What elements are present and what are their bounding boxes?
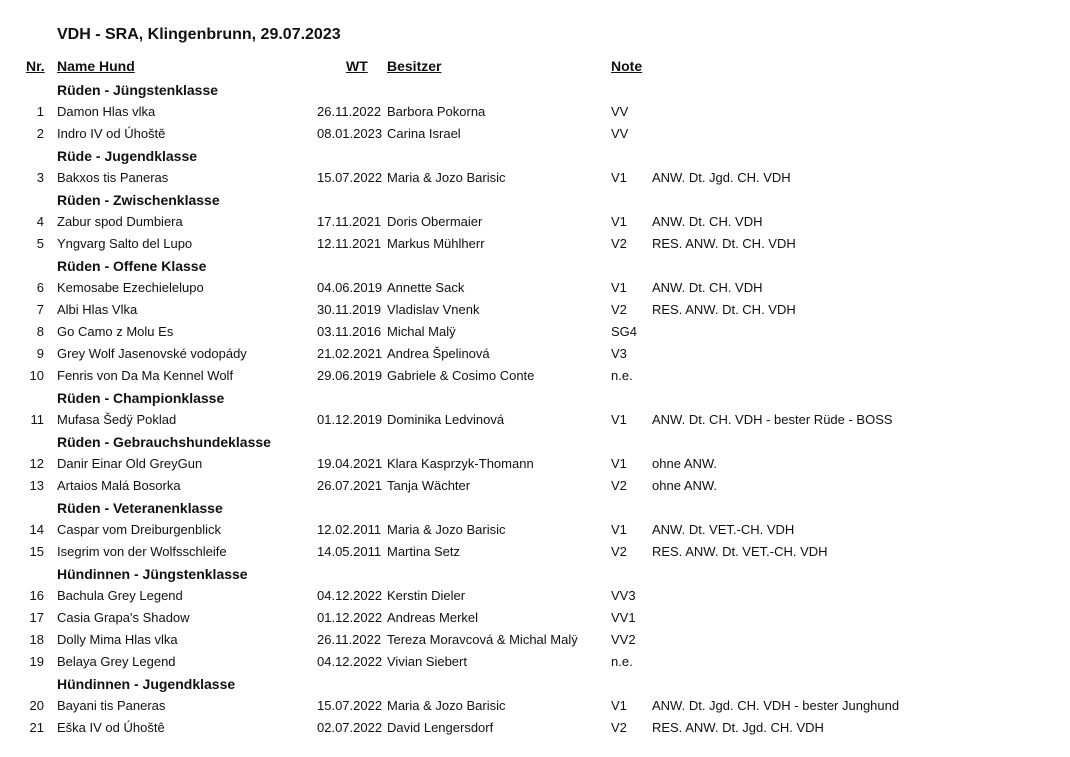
- row-number: 5: [36, 236, 44, 251]
- birth-date: 15.07.2022: [317, 170, 383, 185]
- grade: n.e.: [611, 368, 633, 383]
- table-row: [0, 586, 1070, 606]
- table-row: [0, 696, 1070, 716]
- row-number: 10: [29, 368, 44, 383]
- section-row: [0, 190, 1070, 210]
- award-remark: ANW. Dt. CH. VDH - bester Rüde - BOSS: [652, 412, 893, 427]
- table-row: [0, 234, 1070, 254]
- grade: V1: [611, 214, 627, 229]
- page-title: VDH - SRA, Klingenbrunn, 29.07.2023: [57, 26, 341, 43]
- owner-name: Vladislav Vnenk: [387, 302, 480, 317]
- table-row: [0, 454, 1070, 474]
- award-remark: ANW. Dt. VET.-CH. VDH: [652, 522, 795, 537]
- row-number: 1: [36, 104, 44, 119]
- birth-date: 19.04.2021: [317, 456, 383, 471]
- dog-name: Dolly Mima Hlas vlka: [57, 632, 178, 647]
- dog-name: Zabur spod Dumbiera: [57, 214, 183, 229]
- birth-date: 02.07.2022: [317, 720, 383, 735]
- owner-name: Andreas Merkel: [387, 610, 479, 625]
- birth-date: 29.06.2019: [317, 368, 383, 383]
- section-title: Rüden - Championklasse: [57, 390, 225, 406]
- owner-name: Michal Malÿ: [387, 324, 456, 339]
- row-number: 8: [36, 324, 44, 339]
- birth-date: 12.11.2021: [317, 236, 382, 251]
- dog-name: Danir Einar Old GreyGun: [57, 456, 203, 471]
- birth-date: 12.02.2011: [317, 522, 382, 537]
- dog-name: Yngvarg Salto del Lupo: [57, 236, 193, 251]
- owner-name: Maria & Jozo Barisic: [387, 522, 506, 537]
- row-number: 12: [29, 456, 44, 471]
- owner-name: Annette Sack: [387, 280, 465, 295]
- section-row: [0, 388, 1070, 408]
- owner-name: Vivian Siebert: [387, 654, 467, 669]
- dog-name: Bakxos tis Paneras: [57, 170, 169, 185]
- birth-date: 01.12.2019: [317, 412, 383, 427]
- row-number: 2: [36, 126, 44, 141]
- birth-date: 15.07.2022: [317, 698, 383, 713]
- table-row: [0, 124, 1070, 144]
- owner-name: Gabriele & Cosimo Conte: [387, 368, 535, 383]
- header-wt: WT: [346, 58, 368, 74]
- table-row: [0, 542, 1070, 562]
- table-row: [0, 410, 1070, 430]
- owner-name: Barbora Pokorna: [387, 104, 486, 119]
- dog-name: Kemosabe Ezechielelupo: [57, 280, 204, 295]
- table-row: [0, 102, 1070, 122]
- dog-name: Belaya Grey Legend: [57, 654, 176, 669]
- row-number: 17: [29, 610, 44, 625]
- award-remark: ANW. Dt. CH. VDH: [652, 280, 763, 295]
- table-row: [0, 630, 1070, 650]
- grade: VV1: [611, 610, 636, 625]
- birth-date: 04.12.2022: [317, 654, 383, 669]
- row-number: 19: [29, 654, 44, 669]
- table-row: [0, 608, 1070, 628]
- section-title: Rüden - Zwischenklasse: [57, 192, 220, 208]
- row-number: 6: [36, 280, 44, 295]
- section-row: [0, 432, 1070, 452]
- header-note: Note: [611, 58, 643, 74]
- award-remark: RES. ANW. Dt. Jgd. CH. VDH: [652, 720, 824, 735]
- owner-name: Maria & Jozo Barisic: [387, 170, 506, 185]
- row-number: 13: [29, 478, 44, 493]
- section-row: [0, 80, 1070, 100]
- dog-name: Grey Wolf Jasenovské vodopády: [57, 346, 247, 361]
- table-row: [0, 520, 1070, 540]
- dog-name: Isegrim von der Wolfsschleife: [57, 544, 227, 559]
- dog-name: Indro IV od Úhoště: [57, 126, 166, 141]
- award-remark: ANW. Dt. Jgd. CH. VDH: [652, 170, 791, 185]
- award-remark: ANW. Dt. CH. VDH: [652, 214, 763, 229]
- table-row: [0, 366, 1070, 386]
- table-row: [0, 212, 1070, 232]
- dog-name: Artaios Malá Bosorka: [57, 478, 181, 493]
- birth-date: 03.11.2016: [317, 324, 382, 339]
- dog-name: Eška IV od Úhoštê: [57, 720, 165, 735]
- owner-name: Kerstin Dieler: [387, 588, 466, 603]
- birth-date: 26.07.2021: [317, 478, 383, 493]
- birth-date: 26.11.2022: [317, 104, 382, 119]
- grade: V2: [611, 478, 627, 493]
- grade: V1: [611, 698, 627, 713]
- owner-name: Maria & Jozo Barisic: [387, 698, 506, 713]
- birth-date: 21.02.2021: [317, 346, 383, 361]
- owner-name: Markus Mühlherr: [387, 236, 485, 251]
- row-number: 15: [29, 544, 44, 559]
- row-number: 20: [29, 698, 44, 713]
- section-title: Rüden - Offene Klasse: [57, 258, 207, 274]
- dog-name: Mufasa Šedÿ Poklad: [57, 412, 177, 427]
- header-owner: Besitzer: [387, 58, 442, 74]
- birth-date: 04.12.2022: [317, 588, 383, 603]
- award-remark: RES. ANW. Dt. CH. VDH: [652, 236, 796, 251]
- grade: V2: [611, 236, 627, 251]
- section-title: Hündinnen - Jüngstenklasse: [57, 566, 248, 582]
- section-row: [0, 256, 1070, 276]
- section-title: Rüden - Gebrauchshundeklasse: [57, 434, 271, 450]
- owner-name: Martina Setz: [387, 544, 460, 559]
- table-row: [0, 652, 1070, 672]
- section-title: Rüden - Veteranenklasse: [57, 500, 223, 516]
- section-title: Rüde - Jugendklasse: [57, 148, 198, 164]
- row-number: 4: [36, 214, 44, 229]
- award-remark: ohne ANW.: [652, 478, 718, 493]
- table-row: [0, 322, 1070, 342]
- award-remark: ANW. Dt. Jgd. CH. VDH - bester Junghund: [652, 698, 900, 713]
- grade: VV: [611, 104, 629, 119]
- row-number: 14: [29, 522, 44, 537]
- table-row: [0, 476, 1070, 496]
- owner-name: Carina Israel: [387, 126, 461, 141]
- award-remark: RES. ANW. Dt. VET.-CH. VDH: [652, 544, 828, 559]
- header-name: Name Hund: [57, 58, 135, 74]
- grade: V1: [611, 170, 627, 185]
- dog-name: Albi Hlas Vlka: [57, 302, 138, 317]
- section-row: [0, 498, 1070, 518]
- dog-name: Damon Hlas vlka: [57, 104, 156, 119]
- table-row: [0, 344, 1070, 364]
- birth-date: 04.06.2019: [317, 280, 383, 295]
- table-row: [0, 278, 1070, 298]
- grade: V1: [611, 522, 627, 537]
- row-number: 7: [36, 302, 44, 317]
- row-number: 9: [36, 346, 44, 361]
- section-row: [0, 564, 1070, 584]
- dog-name: Bayani tis Paneras: [57, 698, 166, 713]
- award-remark: ohne ANW.: [652, 456, 718, 471]
- owner-name: Tereza Moravcová & Michal Malÿ: [387, 632, 578, 647]
- row-number: 3: [36, 170, 44, 185]
- section-title: Rüden - Jüngstenklasse: [57, 82, 219, 98]
- grade: VV2: [611, 632, 636, 647]
- dog-name: Fenris von Da Ma Kennel Wolf: [57, 368, 234, 383]
- grade: V1: [611, 412, 627, 427]
- grade: VV: [611, 126, 629, 141]
- table-row: [0, 718, 1070, 738]
- section-row: [0, 146, 1070, 166]
- birth-date: 14.05.2011: [317, 544, 382, 559]
- table-row: [0, 300, 1070, 320]
- row-number: 16: [29, 588, 44, 603]
- dog-name: Casia Grapa's Shadow: [57, 610, 190, 625]
- owner-name: Andrea Špelinová: [387, 346, 490, 361]
- grade: VV3: [611, 588, 636, 603]
- grade: V2: [611, 720, 627, 735]
- owner-name: Dominika Ledvinová: [387, 412, 505, 427]
- dog-name: Bachula Grey Legend: [57, 588, 183, 603]
- grade: V3: [611, 346, 627, 361]
- grade: V1: [611, 280, 627, 295]
- owner-name: David Lengersdorf: [387, 720, 494, 735]
- section-row: [0, 674, 1070, 694]
- grade: n.e.: [611, 654, 633, 669]
- owner-name: Doris Obermaier: [387, 214, 483, 229]
- table-row: [0, 168, 1070, 188]
- award-remark: RES. ANW. Dt. CH. VDH: [652, 302, 796, 317]
- row-number: 21: [29, 720, 44, 735]
- grade: SG4: [611, 324, 638, 339]
- row-number: 11: [30, 412, 44, 427]
- dog-name: Go Camo z Molu Es: [57, 324, 174, 339]
- birth-date: 26.11.2022: [317, 632, 382, 647]
- grade: V1: [611, 456, 627, 471]
- dog-name: Caspar vom Dreiburgenblick: [57, 522, 222, 537]
- owner-name: Klara Kasprzyk-Thomann: [387, 456, 534, 471]
- birth-date: 01.12.2022: [317, 610, 383, 625]
- section-title: Hündinnen - Jugendklasse: [57, 676, 236, 692]
- birth-date: 17.11.2021: [317, 214, 382, 229]
- grade: V2: [611, 302, 627, 317]
- header-nr: Nr.: [26, 58, 45, 74]
- birth-date: 30.11.2019: [317, 302, 382, 317]
- grade: V2: [611, 544, 627, 559]
- birth-date: 08.01.2023: [317, 126, 383, 141]
- row-number: 18: [29, 632, 44, 647]
- owner-name: Tanja Wächter: [387, 478, 471, 493]
